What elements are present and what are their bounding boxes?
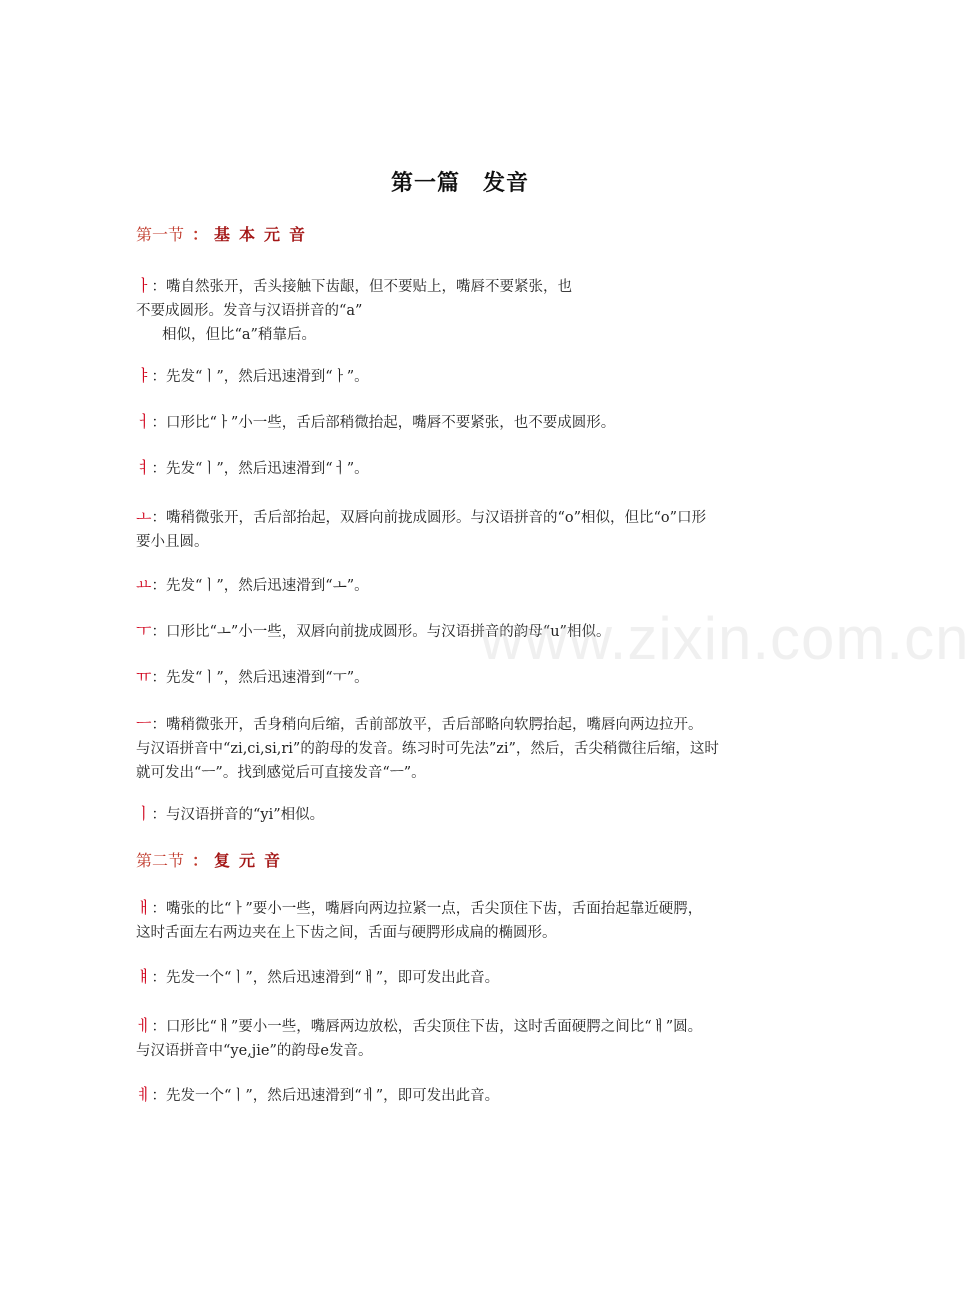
section-heading-1 xyxy=(136,222,314,245)
vowel-letter: ㅗ xyxy=(136,507,152,526)
entry-vowel-e xyxy=(136,1014,796,1063)
section-prefix: 第一节 xyxy=(136,225,185,244)
entry-vowel-ye xyxy=(136,1083,796,1108)
section-colon: ： xyxy=(192,225,209,244)
section-name: 基本元音 xyxy=(214,225,315,244)
entry-text: 与汉语拼音中“zi,ci,si,ri”的韵母的发音。练习时可先法”zi”，然后，舌尖稍微往后缩，这时 xyxy=(136,741,719,757)
entry-text: ：与汉语拼音的“yi”相似。 xyxy=(151,807,325,823)
entry-text: ：先发一个“ㅣ”，然后迅速滑到“ㅐ”，即可发出此音。 xyxy=(151,970,500,986)
vowel-letter: ㅔ xyxy=(136,1016,152,1035)
entry-text: 相似，但比“a”稍靠后。 xyxy=(162,327,316,343)
entry-text: ：嘴稍微张开，舌身稍向后缩，舌前部放平，舌后部略向软腭抬起，嘴唇向两边拉开。 xyxy=(151,717,703,733)
entry-vowel-ya xyxy=(136,364,796,389)
vowel-letter: ㅛ xyxy=(136,575,152,594)
entry-text: ：口形比“ㅐ”要小一些，嘴唇两边放松，舌尖顶住下齿，这时舌面硬腭之间比“ㅐ”圆。 xyxy=(151,1019,703,1035)
entry-vowel-yo xyxy=(136,573,796,598)
entry-vowel-a xyxy=(136,274,796,347)
vowel-letter: ㅏ xyxy=(136,276,152,295)
watermark: www.zixin.com.cn xyxy=(480,605,969,672)
vowel-letter: ㅒ xyxy=(136,967,152,986)
entry-text: ：先发“ㅣ”，然后迅速滑到“ㅓ”。 xyxy=(151,461,369,477)
section-prefix: 第二节 xyxy=(136,851,185,870)
entry-text: ：口形比“ㅏ”小一些，舌后部稍微抬起，嘴唇不要紧张，也不要成圆形。 xyxy=(151,415,616,431)
entry-text: ：嘴自然张开，舌头接触下齿龈，但不要贴上，嘴唇不要紧张，也 xyxy=(151,279,572,295)
vowel-letter: ㅕ xyxy=(136,458,152,477)
entry-vowel-o xyxy=(136,505,796,554)
entry-text: 不要成圆形。发音与汉语拼音的“a” xyxy=(136,303,363,319)
vowel-letter: ㅜ xyxy=(136,621,152,640)
entry-text: 就可发出“ㅡ”。找到感觉后可直接发音“ㅡ”。 xyxy=(136,765,426,781)
vowel-letter: ㅖ xyxy=(136,1085,152,1104)
entry-text: ：嘴张的比“ㅏ”要小一些，嘴唇向两边拉紧一点，舌尖顶住下齿，舌面抬起靠近硬腭， xyxy=(151,901,703,917)
vowel-letter: ㅡ xyxy=(136,714,152,733)
entry-text: 要小且圆。 xyxy=(136,534,209,550)
vowel-letter: ㅣ xyxy=(136,804,152,823)
entry-text: ：先发“ㅣ”，然后迅速滑到“ㅜ”。 xyxy=(151,670,369,686)
vowel-letter: ㅓ xyxy=(136,412,152,431)
entry-text: ：嘴稍微张开，舌后部抬起，双唇向前拢成圆形。与汉语拼音的“o”相似，但比“o”口形 xyxy=(151,510,707,526)
entry-text: ：口形比“ㅗ”小一些，双唇向前拢成圆形。与汉语拼音的韵母“u”相似。 xyxy=(151,624,611,640)
section-name: 复元音 xyxy=(214,851,290,870)
entry-vowel-yae xyxy=(136,965,796,990)
entry-text: ：先发一个“ㅣ”，然后迅速滑到“ㅔ”，即可发出此音。 xyxy=(151,1088,500,1104)
entry-vowel-eo xyxy=(136,410,796,435)
vowel-letter: ㅑ xyxy=(136,366,152,385)
vowel-letter: ㅐ xyxy=(136,898,152,917)
page-title: 第一篇 发音 xyxy=(390,170,529,196)
entry-text: ：先发“ㅣ”，然后迅速滑到“ㅗ”。 xyxy=(151,578,369,594)
entry-vowel-yeo xyxy=(136,456,796,481)
section-heading-2 xyxy=(136,848,289,871)
section-colon: ： xyxy=(192,851,209,870)
entry-vowel-eu xyxy=(136,712,796,785)
entry-text: 与汉语拼音中“ye,jie”的韵母e发音。 xyxy=(136,1043,373,1059)
entry-text: 这时舌面左右两边夹在上下齿之间，舌面与硬腭形成扁的椭圆形。 xyxy=(136,925,557,941)
entry-vowel-ae xyxy=(136,896,796,945)
entry-vowel-i xyxy=(136,802,796,827)
entry-text: ：先发“ㅣ”，然后迅速滑到“ㅏ”。 xyxy=(151,369,369,385)
vowel-letter: ㅠ xyxy=(136,667,152,686)
